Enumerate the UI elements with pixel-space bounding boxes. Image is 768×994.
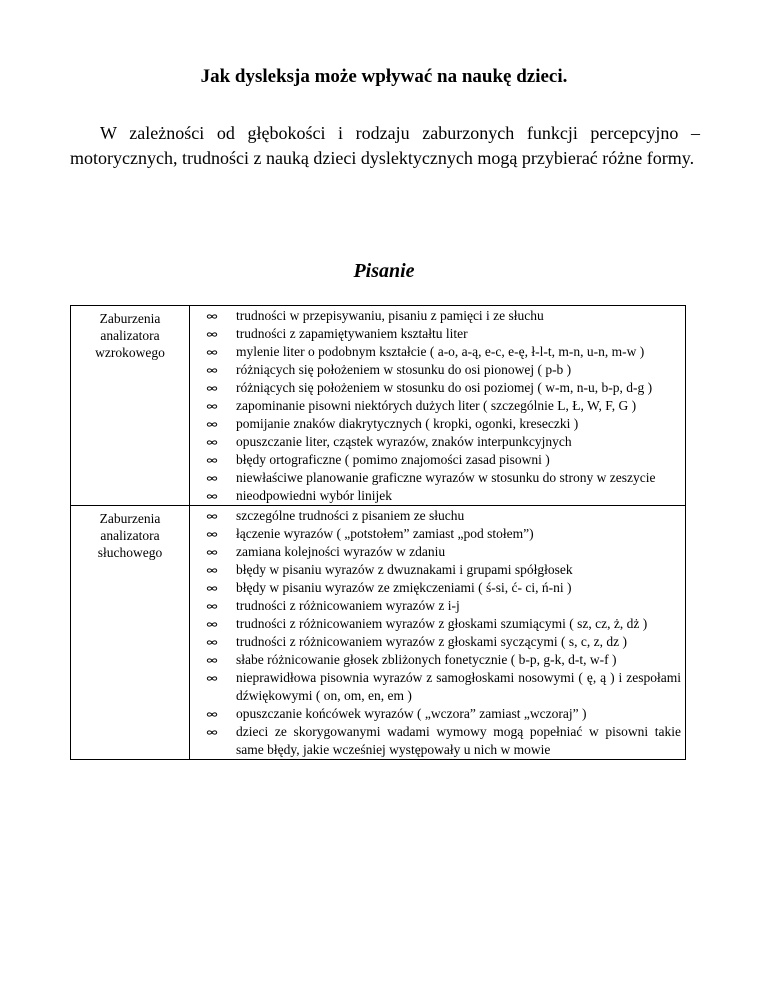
infinity-icon: [206, 487, 236, 505]
category-cell: Zaburzenia analizatora słuchowego: [71, 506, 190, 760]
infinity-icon: [206, 343, 236, 361]
infinity-icon: [206, 415, 236, 433]
infinity-icon: [206, 325, 236, 343]
list-item: [194, 579, 681, 597]
list-item-text: łączenie wyrazów ( „potstołem” zamiast „pod stołem”): [236, 526, 534, 541]
list-item-text: opuszczanie liter, cząstek wyrazów, znaków interpunkcyjnych: [236, 434, 572, 449]
list-item-text: opuszczanie końcówek wyrazów ( „wczora” zamiast „wczoraj” ): [236, 706, 587, 721]
list-item: [194, 669, 681, 705]
list-item: [194, 451, 681, 469]
symptoms-table: [70, 305, 686, 760]
list-item: [194, 397, 681, 415]
list-item-text: szczególne trudności z pisaniem ze słuchu: [236, 508, 465, 523]
list-item-text: różniących się położeniem w stosunku do osi poziomej ( w-m, n-u, b-p, d-g ): [236, 380, 653, 395]
infinity-icon: [206, 561, 236, 579]
list-item-text: zapominanie pisowni niektórych dużych liter ( szczególnie L, Ł, W, F, G ): [236, 398, 637, 413]
intro-paragraph: W zależności od głębokości i rodzaju zaburzonych funkcji percepcyjno – motorycznych, trudności z nauką dzieci dyslektycznych mogą przybierać różne formy.: [70, 123, 700, 168]
list-item-text: dzieci ze skorygowanymi wadami wymowy mogą popełniać w pisowni takie same błędy, jakie wcześniej występowały u nich w mowie: [236, 724, 681, 757]
infinity-icon: [206, 651, 236, 669]
table-row: [71, 306, 686, 506]
list-item: [194, 597, 681, 615]
list-item-text: trudności z różnicowaniem wyrazów z głoskami syczącymi ( s, c, z, dz ): [236, 634, 627, 649]
list-item: [194, 525, 681, 543]
list-item: [194, 379, 681, 397]
list-item: [194, 705, 681, 723]
list-item: [194, 325, 681, 343]
table-row: [71, 506, 686, 760]
infinity-icon: [206, 723, 236, 741]
infinity-icon: [206, 507, 236, 525]
list-item: [194, 561, 681, 579]
symptoms-table-body: [71, 306, 686, 760]
category-cell: Zaburzenia analizatora wzrokowego: [71, 306, 190, 506]
list-item-text: różniących się położeniem w stosunku do osi pionowej ( p-b ): [236, 362, 572, 377]
infinity-icon: [206, 469, 236, 487]
list-item-text: trudności z różnicowaniem wyrazów z i-j: [236, 598, 460, 613]
list-item-text: pomijanie znaków diakrytycznych ( kropki, ogonki, kreseczki ): [236, 416, 579, 431]
infinity-icon: [206, 451, 236, 469]
symptom-list: [194, 307, 681, 505]
list-item: [194, 433, 681, 451]
infinity-icon: [206, 379, 236, 397]
list-item: [194, 469, 681, 487]
list-item-text: nieprawidłowa pisownia wyrazów z samogłoskami nosowymi ( ę, ą ) i zespołami dźwiękowymi ( on, om, en, em ): [236, 670, 681, 703]
document-title: Jak dysleksja może wpływać na naukę dzieci.: [200, 66, 568, 87]
section-heading: Pisanie: [353, 260, 415, 282]
infinity-icon: [206, 705, 236, 723]
list-item: [194, 633, 681, 651]
infinity-icon: [206, 361, 236, 379]
list-item: [194, 415, 681, 433]
list-item: [194, 723, 681, 759]
infinity-icon: [206, 633, 236, 651]
list-item-text: nieodpowiedni wybór linijek: [236, 488, 392, 503]
list-item: [194, 343, 681, 361]
list-item: [194, 651, 681, 669]
list-item: [194, 543, 681, 561]
infinity-icon: [206, 615, 236, 633]
list-item-text: zamiana kolejności wyrazów w zdaniu: [236, 544, 446, 559]
items-cell: [190, 506, 686, 760]
infinity-icon: [206, 433, 236, 451]
infinity-icon: [206, 579, 236, 597]
infinity-icon: [206, 525, 236, 543]
list-item-text: mylenie liter o podobnym kształcie ( a-o, a-ą, e-c, e-ę, ł-l-t, m-n, u-n, m-w ): [236, 344, 645, 359]
list-item: [194, 487, 681, 505]
list-item-text: trudności z zapamiętywaniem kształtu liter: [236, 326, 468, 341]
list-item: [194, 307, 681, 325]
list-item-text: trudności w przepisywaniu, pisaniu z pamięci i ze słuchu: [236, 308, 544, 323]
list-item: [194, 507, 681, 525]
list-item-text: błędy w pisaniu wyrazów ze zmiękczeniami ( ś-si, ć- ci, ń-ni ): [236, 580, 572, 595]
list-item: [194, 361, 681, 379]
list-item-text: trudności z różnicowaniem wyrazów z głoskami szumiącymi ( sz, cz, ż, dż ): [236, 616, 648, 631]
list-item-text: słabe różnicowanie głosek zbliżonych fonetycznie ( b-p, g-k, d-t, w-f ): [236, 652, 617, 667]
list-item-text: niewłaściwe planowanie graficzne wyrazów w stosunku do strony w zeszycie: [236, 470, 656, 485]
infinity-icon: [206, 543, 236, 561]
items-cell: [190, 306, 686, 506]
infinity-icon: [206, 307, 236, 325]
infinity-icon: [206, 669, 236, 687]
symptom-list: [194, 507, 681, 759]
list-item: [194, 615, 681, 633]
list-item-text: błędy ortograficzne ( pomimo znajomości zasad pisowni ): [236, 452, 550, 467]
list-item-text: błędy w pisaniu wyrazów z dwuznakami i grupami spółgłosek: [236, 562, 573, 577]
infinity-icon: [206, 597, 236, 615]
infinity-icon: [206, 397, 236, 415]
